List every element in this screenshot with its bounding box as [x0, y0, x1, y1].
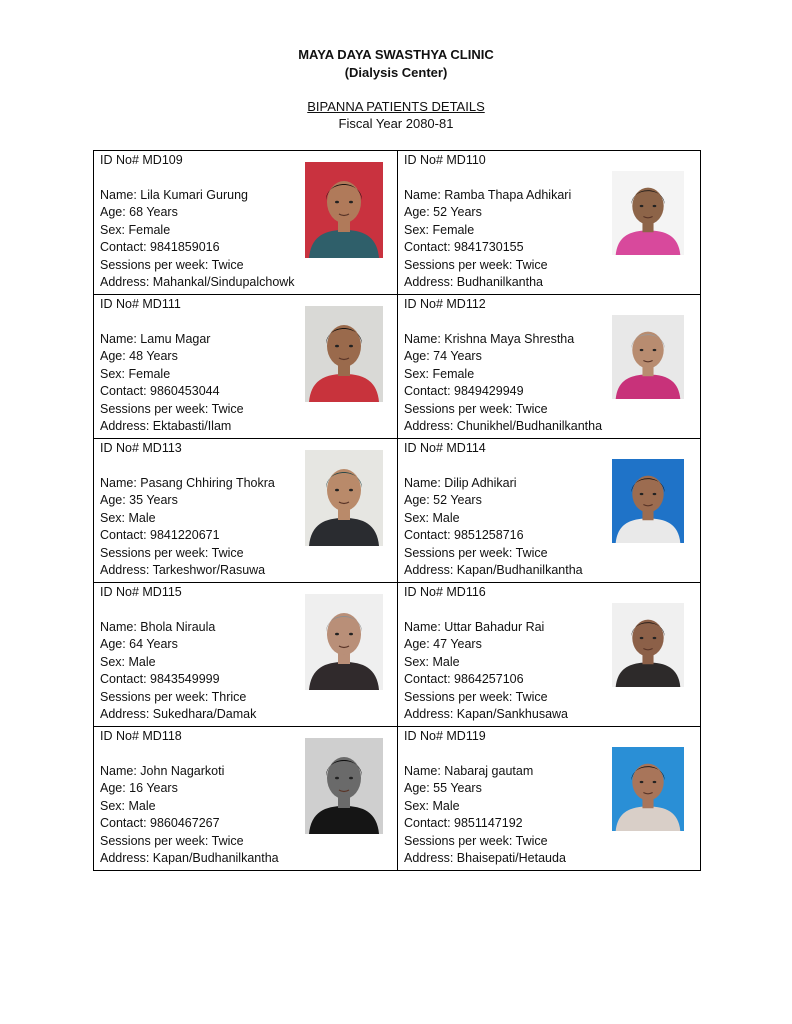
- patient-address: Address: Chunikhel/Budhanilkantha: [404, 419, 603, 434]
- patient-sessions: Sessions per week: Thrice: [100, 689, 247, 704]
- patient-contact: Contact: 9864257106: [404, 672, 524, 687]
- clinic-name: MAYA DAYA SWASTHYA CLINIC: [298, 47, 494, 62]
- table-row: [94, 727, 701, 871]
- patient-photo: [305, 306, 383, 402]
- patient-address: Address: Ektabasti/Ilam: [100, 419, 232, 434]
- patient-card: [94, 151, 398, 295]
- patient-contact: Contact: 9841220671: [100, 528, 220, 543]
- patient-photo: [612, 459, 684, 543]
- patient-card: [398, 295, 701, 439]
- document-title: BIPANNA PATIENTS DETAILS: [307, 99, 485, 114]
- patient-details: [100, 331, 244, 435]
- patient-id: ID No# MD109: [100, 153, 183, 167]
- patient-sex: Sex: Female: [100, 222, 171, 237]
- patient-card: [398, 583, 701, 727]
- patient-photo: [612, 171, 684, 255]
- patient-sex: Sex: Female: [404, 366, 475, 381]
- patient-sex: Sex: Female: [100, 366, 171, 381]
- patient-sessions: Sessions per week: Twice: [404, 833, 548, 848]
- clinic-center: (Dialysis Center): [344, 65, 448, 80]
- patient-contact: Contact: 9851147192: [404, 816, 523, 831]
- patient-details: [404, 763, 566, 867]
- patient-name: Name: Lamu Magar: [100, 332, 211, 346]
- patient-card: [398, 727, 701, 871]
- patient-id: ID No# MD111: [100, 297, 181, 311]
- patient-details: [100, 187, 295, 291]
- patient-sex: Sex: Male: [404, 654, 460, 669]
- patient-name: Name: Ramba Thapa Adhikari: [404, 188, 572, 202]
- patient-sessions: Sessions per week: Twice: [404, 545, 548, 560]
- patient-photo: [612, 315, 684, 399]
- patient-card: [398, 151, 701, 295]
- patient-contact: Contact: 9843549999: [100, 672, 220, 687]
- patient-address: Address: Bhaisepati/Hetauda: [404, 851, 566, 866]
- patient-age: Age: 68 Years: [100, 205, 178, 220]
- patient-name: Name: Lila Kumari Gurung: [100, 188, 248, 202]
- patient-sessions: Sessions per week: Twice: [404, 257, 548, 272]
- patient-id: ID No# MD113: [100, 441, 182, 455]
- patient-id: ID No# MD112: [404, 297, 486, 311]
- patient-sex: Sex: Male: [100, 510, 156, 525]
- patient-address: Address: Sukedhara/Damak: [100, 707, 257, 722]
- table-row: [94, 151, 701, 295]
- patient-sessions: Sessions per week: Twice: [100, 401, 244, 416]
- patient-details: [404, 187, 571, 291]
- patient-contact: Contact: 9851258716: [404, 528, 524, 543]
- patient-sex: Sex: Male: [404, 510, 460, 525]
- patient-name: Name: Bhola Niraula: [100, 620, 216, 634]
- patient-address: Address: Kapan/Sankhusawa: [404, 707, 568, 722]
- patient-photo: [305, 738, 383, 834]
- patient-photo: [305, 594, 383, 690]
- patient-age: Age: 55 Years: [404, 781, 482, 796]
- patient-card: [94, 295, 398, 439]
- fiscal-year: Fiscal Year 2080-81: [338, 116, 454, 131]
- patient-id: ID No# MD114: [404, 441, 486, 455]
- patient-sessions: Sessions per week: Twice: [100, 257, 244, 272]
- patient-age: Age: 52 Years: [404, 493, 482, 508]
- patient-sex: Sex: Female: [404, 222, 475, 237]
- table-row: [94, 295, 701, 439]
- patient-details: [100, 763, 279, 867]
- patient-details: [100, 475, 275, 579]
- patient-card: [398, 439, 701, 583]
- patient-name: Name: Uttar Bahadur Rai: [404, 620, 545, 634]
- patient-contact: Contact: 9849429949: [404, 384, 524, 399]
- patient-details: [100, 619, 256, 723]
- patient-sessions: Sessions per week: Twice: [100, 833, 244, 848]
- patient-id: ID No# MD119: [404, 729, 486, 743]
- patient-age: Age: 35 Years: [100, 493, 178, 508]
- patient-sex: Sex: Male: [100, 654, 156, 669]
- patient-name: Name: Pasang Chhiring Thokra: [100, 476, 275, 490]
- patient-card: [94, 727, 398, 871]
- patient-details: [404, 619, 568, 723]
- patient-age: Age: 16 Years: [100, 781, 178, 796]
- patient-id: ID No# MD115: [100, 585, 182, 599]
- patient-sessions: Sessions per week: Twice: [404, 401, 548, 416]
- patient-address: Address: Mahankal/Sindupalchowk: [100, 275, 295, 290]
- patient-photo: [612, 747, 684, 831]
- patient-name: Name: John Nagarkoti: [100, 764, 225, 778]
- patient-contact: Contact: 9841730155: [404, 240, 524, 255]
- table-row: [94, 439, 701, 583]
- patient-photo: [305, 450, 383, 546]
- patient-photo: [305, 162, 383, 258]
- patient-card: [94, 583, 398, 727]
- table-row: [94, 583, 701, 727]
- patient-id: ID No# MD118: [100, 729, 182, 743]
- patient-name: Name: Krishna Maya Shrestha: [404, 332, 575, 346]
- patient-age: Age: 52 Years: [404, 205, 482, 220]
- patient-sessions: Sessions per week: Twice: [100, 545, 244, 560]
- patient-sex: Sex: Male: [404, 798, 460, 813]
- patient-details: [404, 475, 583, 579]
- patient-sex: Sex: Male: [100, 798, 156, 813]
- patient-contact: Contact: 9860453044: [100, 384, 220, 399]
- patient-details: [404, 331, 602, 435]
- patient-name: Name: Dilip Adhikari: [404, 476, 517, 490]
- patient-address: Address: Budhanilkantha: [404, 275, 543, 290]
- patients-table: [93, 150, 701, 871]
- patient-sessions: Sessions per week: Twice: [404, 689, 548, 704]
- patient-address: Address: Kapan/Budhanilkantha: [100, 851, 279, 866]
- patient-contact: Contact: 9860467267: [100, 816, 220, 831]
- patient-name: Name: Nabaraj gautam: [404, 764, 534, 778]
- patient-contact: Contact: 9841859016: [100, 240, 220, 255]
- patient-age: Age: 74 Years: [404, 349, 482, 364]
- patient-address: Address: Tarkeshwor/Rasuwa: [100, 563, 266, 578]
- patient-age: Age: 48 Years: [100, 349, 178, 364]
- patient-age: Age: 47 Years: [404, 637, 482, 652]
- patient-photo: [612, 603, 684, 687]
- patient-address: Address: Kapan/Budhanilkantha: [404, 563, 583, 578]
- patient-card: [94, 439, 398, 583]
- patient-age: Age: 64 Years: [100, 637, 178, 652]
- patient-id: ID No# MD116: [404, 585, 486, 599]
- patient-id: ID No# MD110: [404, 153, 486, 167]
